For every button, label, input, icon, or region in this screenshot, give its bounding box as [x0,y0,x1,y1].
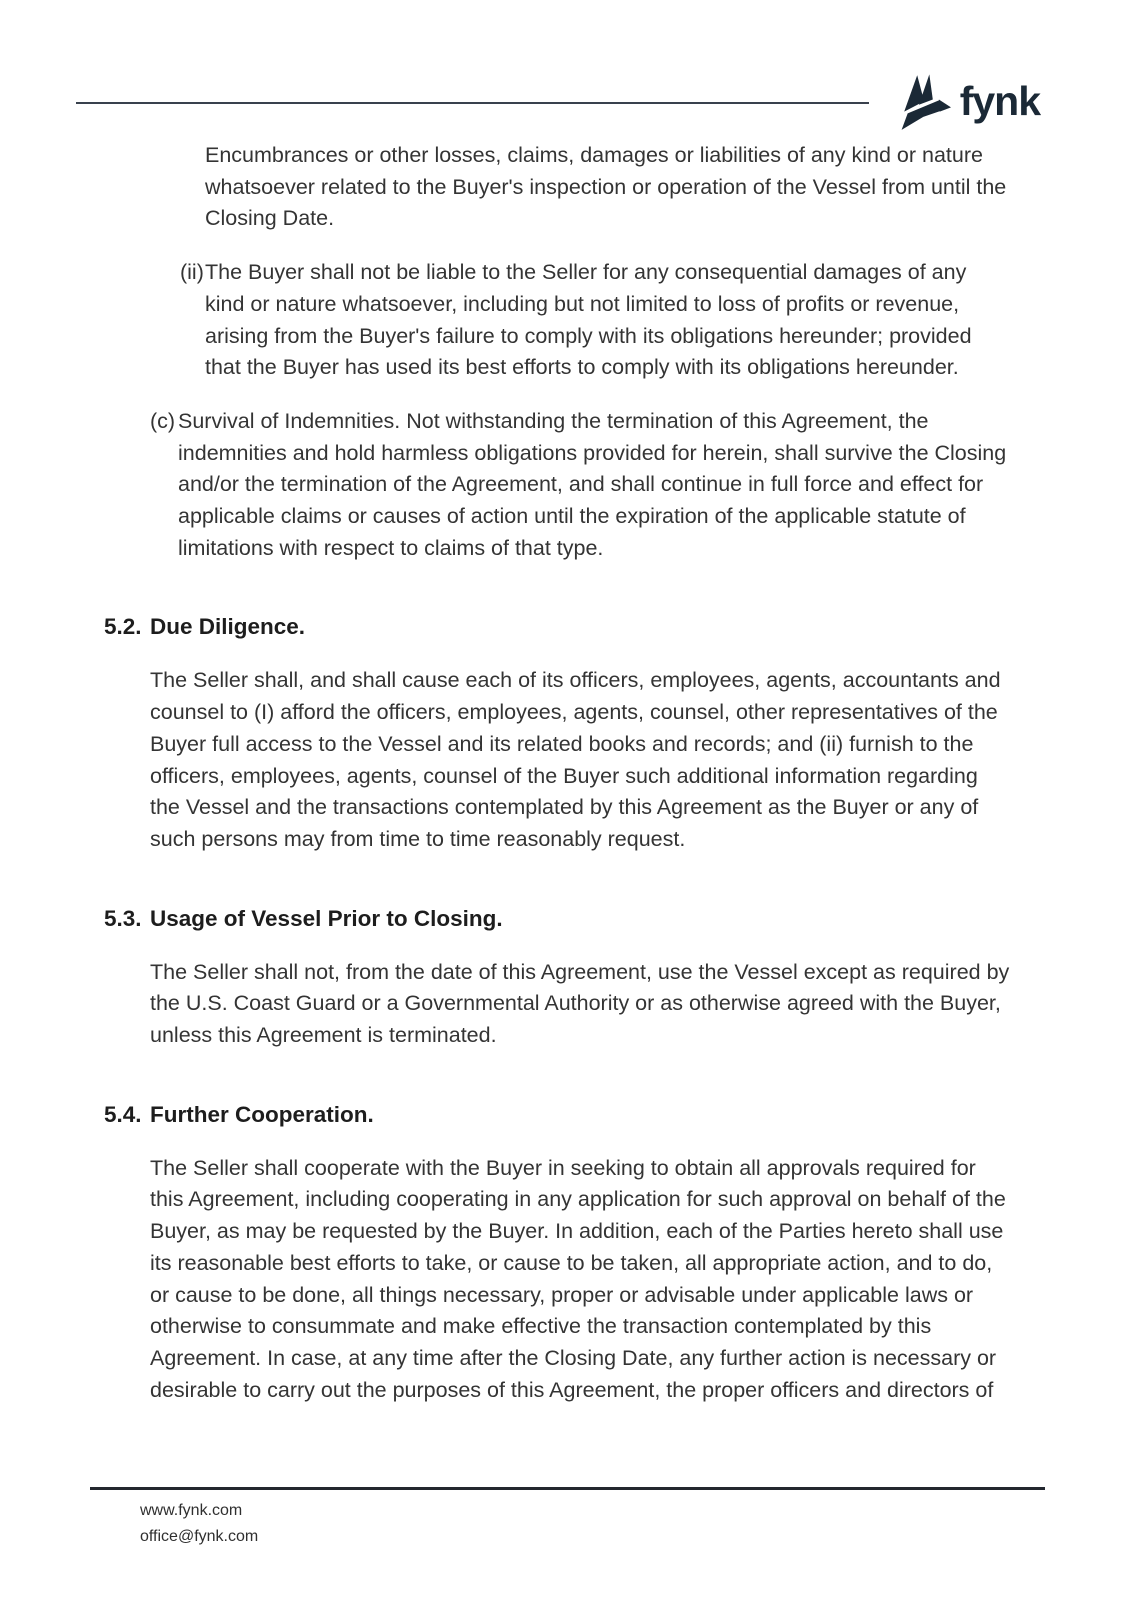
section-5-4-heading [104,1099,1010,1131]
page-header [76,74,1040,132]
section-5-2-heading [104,611,1010,643]
section-5-3 [104,903,1010,1052]
origami-crane-icon [899,74,951,132]
section-title: Further Cooperation. [150,1101,374,1127]
section-5-4 [104,1099,1010,1407]
section-5-2 [104,611,1010,855]
list-item-c [150,406,1010,565]
section-5-3-heading [104,903,1010,935]
paragraph-continuation: Encumbrances or other losses, claims, damages or liabilities of any kind or nature whatsoever related to the Buyer's inspection or operation of the Vessel from until the Closing Date. [205,143,1007,231]
document-body [0,140,1131,1406]
footer-contact [140,1498,1045,1550]
list-marker-ii: (ii) [180,260,204,285]
section-number: 5.2. [104,614,142,640]
page-footer [90,1487,1045,1550]
list-text-c: Survival of Indemnities. Not withstanding the termination of this Agreement, the indemnities and hold harmless obligations provided for herein, shall survive the Closing and/or the termination of the Agreement, and shall continue in full force and effect for applicable claims or causes of action until the expiration of the applicable statute of limitations with respect to claims of that type. [178,408,1007,560]
footer-divider [90,1487,1045,1490]
list-text-ii: The Buyer shall not be liable to the Seller for any consequential damages of any kind or nature whatsoever, including but not limited to loss of profits or revenue, arising from the Buyer's failure to comply with its obligations hereunder; provided that the Buyer has used its best efforts to comply with its obligations hereunder. [205,260,972,380]
header-divider [76,102,869,104]
list-marker-c: (c) [150,408,176,433]
section-5-2-body: The Seller shall, and shall cause each of its officers, employees, agents, accountants and counsel to (I) afford the officers, employees, agents, counsel, other representatives of the Buyer full access to the Vessel and its related books and records; and (ii) furnish to the officers, employees, agents, counsel of the Buyer such additional information regarding the Vessel and the transactions contemplated by this Agreement as the Buyer or any of such persons may from time to time reasonably request. [150,668,1001,851]
list-item-ii [180,257,1010,384]
section-number: 5.3. [104,905,142,931]
footer-website: www.fynk.com [140,1502,243,1519]
section-title: Due Diligence. [150,614,306,640]
fynk-logo [899,74,1040,132]
section-title: Usage of Vessel Prior to Closing. [150,905,503,931]
fynk-logo-text: fynk [959,77,1040,124]
footer-email: office@fynk.com [140,1528,259,1545]
section-5-4-body: The Seller shall cooperate with the Buyer in seeking to obtain all approvals required for this Agreement, including cooperating in any application for such approval on behalf of the Buyer, as may be requested by the Buyer. In addition, each of the Parties hereto shall use its reasonable best efforts to take, or cause to be taken, all appropriate action, and to do, or cause to be done, all things necessary, proper or advisable under applicable laws or otherwise to consummate and make effective the transaction contemplated by this Agreement. In case, at any time after the Closing Date, any further action is necessary or desirable to carry out the purposes of this Agreement, the proper officers and directors of [150,1155,1006,1402]
section-5-3-body: The Seller shall not, from the date of this Agreement, use the Vessel except as required by the U.S. Coast Guard or a Governmental Authority or as otherwise agreed with the Buyer, unless this Agreement is terminated. [150,959,1010,1048]
section-number: 5.4. [104,1101,142,1127]
